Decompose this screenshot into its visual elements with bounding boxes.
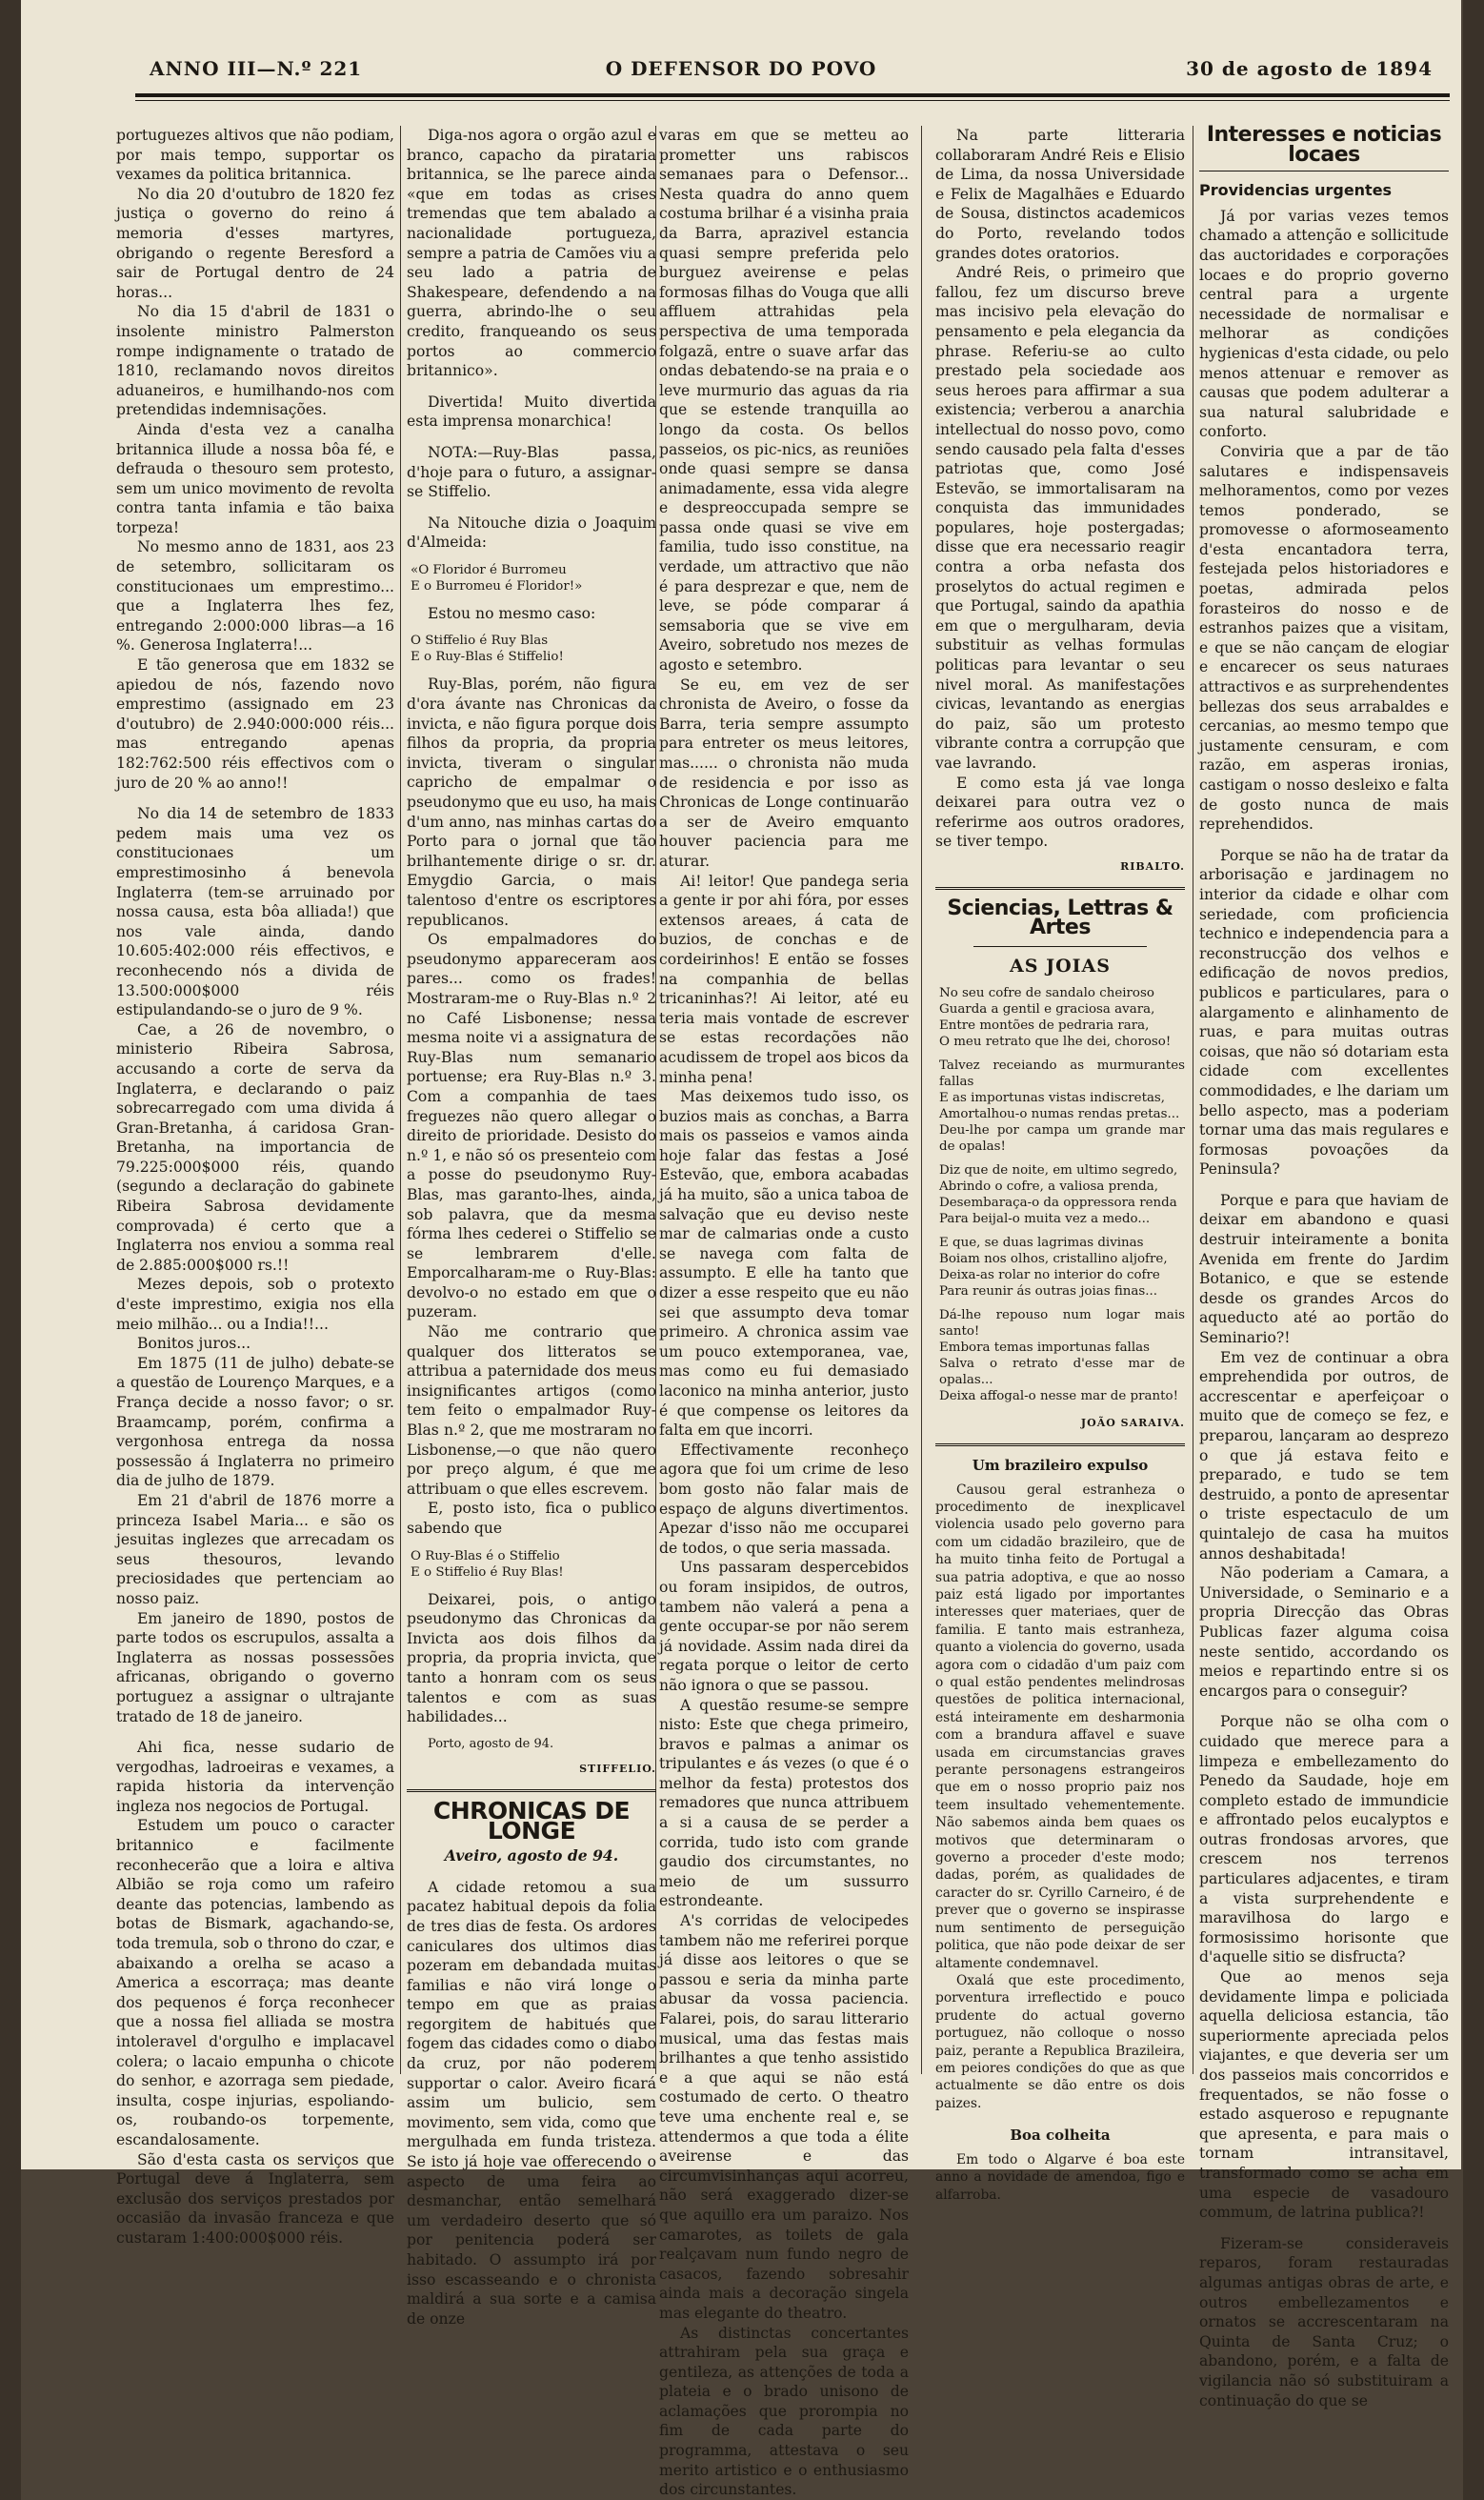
paragraph: Se eu, em vez de ser chronista de Aveiro, o fosse da Barra, teria sempre assumpto para entreter os meus leitores, mas...... o chronista não muda de residencia e por isso as Chronicas de Longe continuarão a ser de Aveiro emquanto houver paciencia para me aturar. [659,675,909,870]
masthead [21,50,1461,91]
author-signature: STIFFELIO. [579,1763,656,1776]
quote-line: E o Ruy-Blas é Stiffelio! [411,650,564,665]
paragraph: Mas deixemos tudo isso, os buzios mais as conchas, a Barra mais os passeios e vamos ainda hoje falar das festas a José Estevão, que, embora acabadas já ha muito, são a unica taboa de salvação que eu deviso neste mar de calmarias onde a custo se navega com falta de assumpto. E elle ha tanto que dizer a esse respeito que eu não sei que assumpto deva tomar primeiro. A chronica assim vae um pouco extemporanea, vae, mas como eu fui demasiado laconico na minha anterior, justo é que compense os leitores da falta em que incorri. [659,1088,909,1440]
paragraph: Porque não se olha com o cuidado que merece para a limpeza e embellezamento do Penedo da Saudade, hoje em completo estado de immundicie e affrontado pelos eucalyptos e outras frondosas arvores, que crescem nos terrenos particulares adjacentes, e tiram a vista surprehendente e maravilhosa do largo e formosissimo horisonte que d'aquelle sitio se disfructa? [1199,1713,1449,1966]
dateline: Aveiro, agosto de 94. [444,1846,619,1865]
poem-line: Deu-lhe por campa um grande mar de opalas! [939,1123,1185,1155]
paragraph: Em janeiro de 1890, postos de parte todos os escrupulos, assalta a Inglaterra as nossas possessões africanas, obrigando o governo portuguez a assignar o ultrajante tratado de 18 de janeiro. [116,1609,394,1725]
poem-line: Desembaraça-o da oppressora renda [939,1196,1177,1211]
stanza-break [939,1227,1185,1235]
poem-title: AS JOIAS [1010,955,1111,977]
paragraph: Ruy-Blas, porém, não figura d'ora ávante nas Chronicas da invicta, e não figura porque dois filhos da propria, da propria invicta, tiveram o singular capricho de empalmar o pseudonymo que eu uso, ha mais d'um anno, nas minhas cartas do Porto para o jornal que tão brilhantemente dirige o sr. dr. Emygdio Garcia, o mais talentoso d'entre os escriptores republicanos. [407,675,656,929]
paragraph: Ainda d'esta vez a canalha britannica illude a nossa bôa fé, e defrauda o thesouro sem protesto, sem um unico movimento de revolta contra tanta infamia e tão baixa torpeza! [116,420,394,536]
paragraph: Porque e para que haviam de deixar em abandono e quasi destruir inteiramente a bonita Avenida em frente do Jardim Botanico, e que se estende desde os grandes Arcos do aqueducto até ao portão do Seminario?! [1199,1191,1449,1347]
poem-line: Guarda a gentil e graciosa avara, [939,1002,1155,1018]
stanza-break [939,1155,1185,1162]
paragraph: Já por varias vezes temos chamado a attenção e sollicitude das auctoridades e corporações locaes e do proprio governo central para a urgente necessidade de normalisar e melhorar as condições hygienicas d'esta cidade, ou pelo menos attenuar e remover as causas que podem adulterar a sua natural salubridade e conforto. [1199,207,1449,441]
paragraph: Os empalmadores do pseudonymo appareceram aos pares... como os frades! Mostraram-me o Ruy-Blas n.º 2 no Café Lisbonense; nessa mesma noite vi a assignatura de Ruy-Blas num semanario portuense; era Ruy-Blas n.º 3. Com a companhia de taes freguezes não quero allegar o direito de prioridade. Desisto do n.º 1, e não só os presenteio com a posse do pseudonymo Ruy-Blas, mas garanto-lhes, ainda, sob palavra, que da mesma fórma lhes cederei o Stiffelio se se lembrarem d'elle. Emporcalharam-me o Ruy-Blas: devolvo-o no estado em que o puzeram. [407,931,656,1321]
scan-edge-left [0,0,21,2500]
author-signature: RIBALTO. [1120,859,1185,873]
column-2 [407,126,656,2328]
paragraph: Diga-nos agora o orgão azul e branco, capacho da pirataria britannica, se lhe parece ainda «que em todas as crises tremendas que tem abalado a nacionalidade portugueza, sempre a patria de Camões viu a seu lado a patria de Shakespeare, defendendo a na guerra, abrindo-lhe o seu credito, franqueando os seus portos ao commercio britannico». [407,127,656,380]
issue-number: ANNO III—N.º 221 [150,57,363,80]
poem-line: E as importunas vistas indiscretas, [939,1091,1166,1106]
paragraph: Ai! leitor! Que pandega seria a gente ir por ahi fóra, por esses extensos areaes, á cata de buzios, de conchas e de cordeirinhos! E então se fosses na companhia de bellas tricaninhas?! Ai leitor, até eu teria mais vontade de escrever se estas recordações não acudissem de tropel aos bicos da minha pena! [659,872,909,1086]
column-5 [1199,123,1449,2409]
paragraph: Em todo o Algarve é boa este anno a novidade de amendoa, figo e alfarroba. [935,2151,1185,2203]
paragraph: Porque se não ha de tratar da arborisação e jardinagem no interior da cidade e olhar com seriedade, com proficiencia technico e independencia para a reconstrucção dos velhos e edificação de novos predios, publicos e particulares, para o alargamento e alinhamento de ruas, e para muitas outras coisas, que não só dotariam esta cidade com excellentes commodidades, e lhe dariam um bello aspecto, mas a poderiam tornar uma das mais regulares e formosas povoações da Peninsula? [1199,846,1449,1179]
paragraph: Que ao menos seja devidamente limpa e policiada aquella deliciosa estancia, tão superiormente apreciada pelos viajantes, e que deveria ser um dos passeios mais concorridos e frequentados, se não fosse o estado asqueroso e repugnante que apresenta, e para mais o tornam intransitavel, transformado como se acha em uma especie de vasadouro commum, de latrina publica?! [1199,1968,1449,2222]
quote-line: O Ruy-Blas é o Stiffelio [411,1548,560,1563]
paragraph: São d'esta casta os serviços que Portugal deve á Inglaterra, sem exclusão dos serviços prestados por occasião da invasão franceza e que custaram 1:400:000$000 réis. [116,2150,394,2247]
article-heading: Providencias urgentes [1199,181,1393,200]
paragraph: A's corridas de velocipedes tambem não me referirei porque já disse aos leitores o que se passou e seria da minha parte abusar da vossa paciencia. Falarei, pois, do sarau litterario musical, uma das festas mais brilhantes a que tenho assistido e a que aqui se não está costumado de certo. O theatro teve uma enchente real e, se attendermos a que toda a élite aveirense e das circumvisinhanças aqui acorreu, não será exaggerado dizer-se que aquillo era um paraizo. Nos camarotes, as toilets de gala realçavam num fundo negro de casacos, fazendo sobresahir ainda mais a decoração singela mas elegante do theatro. [659,1912,909,2322]
column-divider [921,126,922,2074]
quote-line: O Stiffelio é Ruy Blas [411,634,549,649]
paragraph: Estou no mesmo caso: [428,604,596,622]
poem-line: Boiam nos olhos, cristallino aljofre, [939,1252,1168,1267]
column-4 [935,126,1185,2203]
poem-signature: JOÃO SARAIVA. [1080,1417,1185,1430]
poem-line: Dá-lhe repouso num logar mais santo! [939,1308,1185,1340]
paragraph: Ahi fica, nesse sudario de vergodhas, ladroeiras e vexames, a rapida historia da intervenção ingleza nos negocios de Portugal. [116,1739,394,1815]
article-heading: Boa colheita [1010,2127,1111,2145]
poem-line: Deixa-as rolar no interior do cofre [939,1268,1160,1283]
stanza-break [939,1300,1185,1307]
masthead-rule-thin [135,100,1450,101]
stanza-break [939,1050,1185,1058]
poem-line: Deixa affogal-o nesse mar de pranto! [939,1389,1178,1404]
poem-line: Abrindo o cofre, a valiosa prenda, [939,1179,1158,1195]
poem [939,985,1185,1404]
section-heading: Sciencias, Lettras & Artes [947,896,1173,940]
paragraph: Causou geral estranheza o procedimento de inexplicavel violencia usado pelo governo para com um cidadão brazileiro, que de ha muito tinha feito de Portugal a sua patria adoptiva, e que ao nosso paiz está ligado por importantes interesses quer materiaes, quer de familia. E tanto mais estranheza, quanto a violencia do governo, usada agora com o cidadão d'um paiz com o qual estão pendentes melindrosas questões de politica internacional, está inteiramente em desharmonia com a brandura affavel e suave usada em circumstancias graves perante personagens estrangeiros que em o nosso proprio paiz nos teem insultado vehementemente. Não sabemos ainda bem quaes os motivos que determinaram o governo a proceder d'este modo; dadas, porém, as qualidades de caracter do sr. Cyrillo Carneiro, é de prever que o governo se inspirasse num sentimento de perseguição politica, que não pode deixar de ser altamente condemnavel. [935,1482,1185,1971]
poem-line: Diz que de noite, em ultimo segredo, [939,1163,1178,1179]
poem-line: E que, se duas lagrimas divinas [939,1236,1144,1251]
paragraph: Mezes depois, sob o protexto d'este imprestimo, exigia nos ella meio milhão... ou a India!!... [116,1276,394,1333]
paragraph: Conviria que a par de tão salutares e indispensaveis melhoramentos, como por vezes temos ponderado, se promovesse o aformoseamento d'esta encantadora terra, festejada pelos historiadores e poetas, admirada pelos forasteiros do nosso e de estranhos paizes que a visitam, e que se não cançam de elogiar e encarecer os seus naturaes attractivos e as surprehendentes bellezas dos seus arrabaldes e cercanias, ao mesmo tempo que justamente censuram, e com razão, em asperas ironias, castigam o nosso desleixo e falta de gosto nunca de mais reprehendidos. [1199,442,1449,834]
paragraph: E tão generosa que em 1832 se apiedou de nós, fazendo novo emprestimo (assignado em 23 d'outubro) de 2.940:000:000 réis... mas entregando apenas 182:762:500 réis effectivos com o juro de 20 % ao anno!! [116,656,394,792]
poem-line: No seu cofre de sandalo cheiroso [939,986,1154,1001]
paragraph: Bonitos juros... [137,1335,251,1353]
poem-line: Para reunir ás outras joias finas... [939,1284,1158,1300]
paragraph: Oxalá que este procedimento, porventura irreflectido e pouco prudente do actual governo portuguez, não colloque o nosso paiz, perante a Republica Brazileira, em peiores condições do que as que actualmente se dão entre os dois paizes. [935,1972,1185,2111]
poem-line: Amortalhou-o numas rendas pretas... [939,1107,1180,1122]
paragraph: Fizeram-se consideraveis reparos, foram restauradas algumas antigas obras de arte, e outros embellezamentos e ornatos se accrescentaram na Quinta de Santa Cruz; o abandono, porém, e a falta de vigilancia não só substituiram a continuação do que se [1199,2234,1449,2409]
scan-edge-right [1463,0,1484,2500]
place-date: Porto, agosto de 94. [428,1736,554,1751]
section-divider [407,1789,656,1792]
paragraph: Deixarei, pois, o antigo pseudonymo das Chronicas da Invicta aos dois filhos da propria, da propria invicta, que tanto a honram com os seus talentos e com as suas habilidades... [407,1590,656,1726]
paragraph: varas em que se metteu ao prometter uns rabiscos semanaes para o Defensor... Nesta quadra do anno quem costuma brilhar é a visinha praia da Barra, aprazivel estancia quasi sempre preferida pelo burguez aveirense e pelas formosas filhas do Vouga que alli affluem attrahidas pela perspectiva de uma temporada folgazã, entre o suave arfar das ondas debatendo-se na praia e o leve murmurio das aguas da ria que se estende tranquilla ao longo da costa. Os bellos passeios, os pic-nics, as reuniões onde quasi sempre se dansa animadamente, essa vida alegre e despreoccupada sempre se passa onde quasi se vive em familia, tudo isso constitue, na verdade, um attractivo que não é para desprezar e que, nem de leve, se póde comparar á semsaboria que se vive em Aveiro, sobretudo nos mezes de agosto e setembro. [659,127,909,675]
newspaper-page [21,0,1461,2499]
paragraph: Não me contrario que qualquer dos litteratos se attribua a paternidade dos meus insignificantes artigos (como tem feito o empalmador Ruy-Blas n.º 2, que me mostraram no Lisbonense,—o que não quero por preço algum, é que me attribuam o que elles escrevem. [407,1323,656,1498]
section-divider [935,1443,1185,1446]
quote [411,633,656,665]
paragraph: As distinctas concertantes attrahiram pela sua graça e gentileza, as attenções de toda a plateia e o brado unisono de aclamações que prorompia no fim de cada parte do programma, attestava o seu merito artistico e o enthusiasmo dos circunstantes. [659,2324,909,2499]
heading-rule [973,946,1147,947]
paragraph: No dia 20 d'outubro de 1820 fez justiça o governo do reino á memoria d'esses martyres, obrigando o regente Beresford a sair de Portugal dentro de 24 horas... [116,185,394,301]
section-divider [935,887,1185,890]
paragraph: Cae, a 26 de novembro, o ministerio Ribeira Sabrosa, accusando a corte de serva da Inglaterra, e declarando o paiz sobrecarregado com uma divida á Gran-Bretanha, á caridosa Gran-Bretanha, na importancia de 79.225:000$000 réis, quando (segundo a declaração do gabinete Ribeira Sabrosa devidamente comprovada) é certo que a Inglaterra nos enviou a somma real de 2.885:000$000 rs.!! [116,1020,394,1274]
paragraph: A cidade retomou a sua pacatez habitual depois da folia de tres dias de festa. Os ardores caniculares dos ultimos dias pozeram em debandada muitas familias e não virá longe o tempo em que as praias regorgitem de habitués que fogem das cidades como o diabo da cruz, por não poderem supportar o calor. Aveiro ficará assim um bulicio, sem movimento, sem vida, como que mergulhada em funda tristeza. Se isto já hoje vae offerecendo o aspecto de uma feira ao desmanchar, então semelhará um verdadeiro deserto que só por penitencia poderá ser habitado. O assumpto irá por isso escasseando e o chronista maldirá a sua sorte e a camisa de onze [407,1878,656,2328]
article-heading: Um brazileiro expulso [972,1456,1149,1474]
paragraph: Não poderiam a Camara, a Universidade, o Seminario e a propria Direcção das Obras Publicas fazer alguma coisa neste sentido, accordando os meios e repartindo entre si os encargos para o conseguir? [1199,1564,1449,1700]
paragraph: Effectivamente reconheço agora que foi um crime de leso bom gosto não falar mais de espaço de alguns divertimentos. Apezar d'isso não me occuparei de todos, o que seria massada. [659,1441,909,1557]
quote-line: E o Stiffelio é Ruy Blas! [411,1564,564,1580]
paragraph: portuguezes altivos que não podiam, por mais tempo, supportar os vexames da politica britannica. [116,127,394,184]
paragraph: A questão resume-se sempre nisto: Este que chega primeiro, bravos e palmas a animar os tripulantes e ás vezes (o que é o melhor da festa) protestos dos remadores que nunca attribuem a si a causa de se perder a corrida, tudo isto com grande gaudio dos circumstantes, no meio de um sussurro estrondeante. [659,1696,909,1910]
quote-line: E o Burromeu é Floridor!» [411,578,583,594]
paragraph: E, posto isto, fica o publico sabendo que [407,1500,656,1537]
section-heading: Interesses e noticias locaes [1206,123,1442,167]
quote [411,1548,656,1581]
paragraph: No mesmo anno de 1831, aos 23 de setembro, sollicitaram os constitucionaes um emprestimo... que a Inglaterra lhes fez, entregando 2:000:000 libras—a 16 %. Generosa Inglaterra!... [116,538,394,655]
masthead-rule-thick [135,93,1450,97]
poem-line: Entre montões de pedraria rara, [939,1018,1150,1034]
quote-line: «O Floridor é Burromeu [411,562,567,577]
paragraph: André Reis, o primeiro que fallou, fez um discurso breve mas incisivo pela elevação do pensamento e pela elegancia da phrase. Referiu-se ao culto prestado pela sociedade aos seus heroes para affirmar a sua existencia; verberou a anarchia intellectual do nosso povo, como sendo causado pela falta d'esses patriotas que, como José Estevão, se immortalisaram na conquista das immunidades populares, hoje postergadas; disse que era necessario reagir contra a orba nefasta dos proselytos do actual regimen e que Portugal, saindo da apathia em que o mergulharam, devia substituir as velhas formulas politicas para levantar o seu nivel moral. As manifestações civicas, levantando as energias do paiz, são um protesto vibrante contra a corrupção que vae lavrando. [935,264,1185,772]
paragraph: No dia 15 d'abril de 1831 o insolente ministro Palmerston rompe indignamente o tratado de 1810, reclamando novos direitos aduaneiros, e humilhando-nos com pretendidas indemnisações. [116,303,394,419]
newspaper-title: O DEFENSOR DO POVO [605,57,877,80]
paragraph: Em 1875 (11 de julho) debate-se a questão de Lourenço Marques, e a França decide a nosso favor; o sr. Braamcamp, porém, confirma a vergonhosa entrega da nossa possessão á Inglaterra no primeiro dia de julho de 1879. [116,1354,394,1490]
column-1 [116,126,394,2247]
paragraph: Em vez de continuar a obra emprehendida por outros, de accrescentar e aperfeiçoar o muito que de começo se fez, e preparou, lançaram ao desprezo o que já estava feito e preparado, e tudo se tem destruido, a ponto de apresentar o triste espectaculo de um quintalejo de casa ha muitos annos deshabitada! [1199,1348,1449,1562]
poem-line: Para beijal-o muita vez a medo... [939,1212,1151,1227]
note-paragraph: NOTA:—Ruy-Blas passa, d'hoje para o futuro, a assignar-se Stiffelio. [407,443,656,501]
section-heading: CHRONICAS DE LONGE [432,1796,631,1845]
issue-date: 30 de agosto de 1894 [1186,57,1433,80]
poem-line: Embora temas importunas fallas [939,1341,1150,1356]
paragraph: Na Nitouche dizia o Joaquim d'Almeida: [407,514,656,552]
paragraph: Divertida! Muito divertida esta imprensa monarchica! [407,393,656,431]
column-3 [659,126,909,2499]
poem-line: Salva o retrato d'esse mar de opalas... [939,1357,1185,1388]
paragraph: Em 21 d'abril de 1876 morre a princeza Isabel Maria... e são os jesuitas inglezes que arrecadam os seus thesouros, levando preciosidades que pertenciam ao nosso paiz. [116,1491,394,1607]
paragraph: No dia 14 de setembro de 1833 pedem mais uma vez os constitucionaes um emprestimosinho á benevola Inglaterra (tem-se arruinado por nossa causa, esta bôa alliada!) que nos vale ainda, dando 10.605:402:000 réis effectivos, e reconhecendo nós a divida de 13.500:000$000 réis estipulandando-se o juro de 9 %. [116,805,394,1019]
poem-line: O meu retrato que lhe dei, choroso! [939,1035,1172,1050]
paragraph: Na parte litteraria collaboraram André Reis e Elisio de Lima, da nossa Universidade e Felix de Magalhães e Eduardo de Sousa, distinctos academicos do Porto, revelando todos grandes dotes oratorios. [935,127,1185,262]
paragraph: Estudem um pouco o caracter britannico e facilmente reconhecerão que a loira e altiva Albião se roja como um rafeiro deante das potencias, lambendo as botas de Bismark, agachando-se, toda tremula, sob o throno do czar, e abaixando a orelha se acaso a America a escorraça; mas deante dos pequenos é força reconhecer que a nossa fiel alliada se mostra intoleravel d'orgulho e implacavel colera; o lacaio empunha o chicote do senhor, e azorraga sem piedade, insulta, cospe injurias, espoliando-os, roubando-os torpemente, escandalosamente. [116,1817,394,2148]
poem-line: Talvez receiando as murmurantes fallas [939,1058,1185,1090]
paragraph: Uns passaram despercebidos ou foram insipidos, de outros, tambem não valerá a pena a gente occupar-se por não serem já novidade. Assim nada direi da regata porque o leitor de certo não ignora o que se passou. [659,1559,909,1694]
column-divider [400,126,401,2074]
paragraph: E como esta já vae longa deixarei para outra vez o referirme aos outros oradores, se tiver tempo. [935,774,1185,851]
quote [411,562,656,595]
